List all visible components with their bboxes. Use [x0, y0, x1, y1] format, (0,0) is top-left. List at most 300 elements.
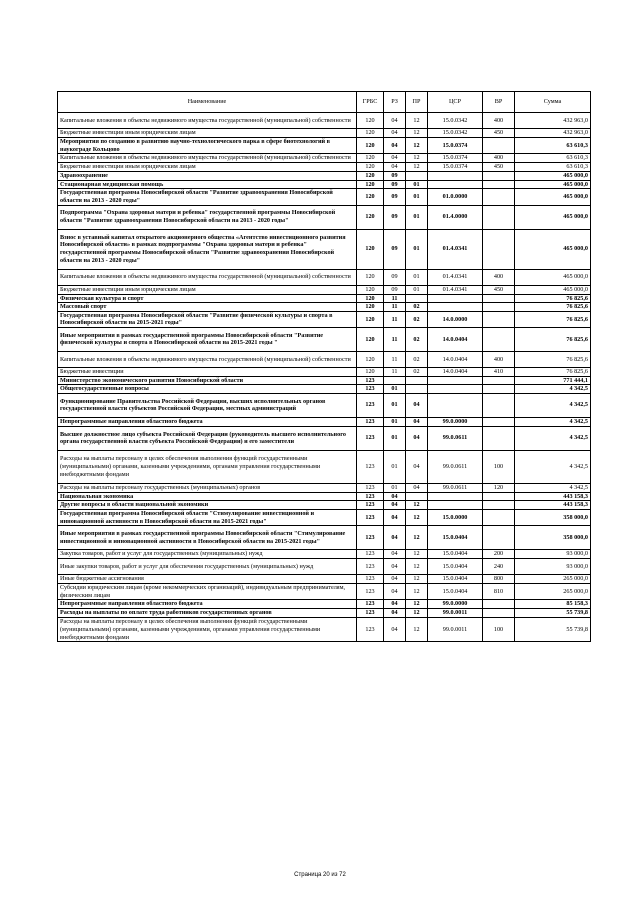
cell-rz: 09	[384, 269, 406, 285]
cell-name: Иные мероприятия в рамках государственной программы Новосибирской области "Развитие физической культуры и спорта в Новосибирской области на 2015-2021 годы "	[58, 327, 357, 351]
cell-pr: 01	[406, 269, 428, 285]
cell-vr: 400	[483, 154, 515, 163]
cell-csr: 99.0.0000	[428, 417, 483, 426]
cell-csr	[428, 303, 483, 312]
cell-csr: 01.0.0000	[428, 189, 483, 205]
cell-sum: 76 825,6	[515, 351, 591, 367]
cell-name: Здравоохранение	[58, 172, 357, 181]
cell-name: Капитальные вложения в объекты недвижимого имущества государственной (муниципальной) собственности	[58, 154, 357, 163]
cell-sum: 76 825,6	[515, 294, 591, 303]
cell-grbs: 120	[357, 154, 384, 163]
table-row	[58, 483, 591, 492]
cell-csr: 15.0.0404	[428, 550, 483, 559]
cell-rz: 04	[384, 501, 406, 510]
cell-grbs: 123	[357, 492, 384, 501]
table-row	[58, 351, 591, 367]
cell-sum: 432 963,0	[515, 129, 591, 138]
cell-name: Иные закупки товаров, работ и услуг для обеспечения государственных (муниципальных) нужд	[58, 559, 357, 575]
cell-grbs: 120	[357, 163, 384, 172]
cell-pr: 12	[406, 618, 428, 642]
cell-grbs: 123	[357, 393, 384, 417]
cell-csr: 99.0.0611	[428, 450, 483, 483]
cell-rz: 01	[384, 483, 406, 492]
cell-sum: 76 825,6	[515, 367, 591, 376]
cell-pr: 12	[406, 584, 428, 600]
cell-grbs: 120	[357, 351, 384, 367]
cell-rz: 04	[384, 163, 406, 172]
cell-rz: 04	[384, 129, 406, 138]
cell-sum: 76 825,6	[515, 311, 591, 327]
cell-csr	[428, 172, 483, 181]
header-rz: РЗ	[384, 92, 406, 113]
cell-pr: 02	[406, 311, 428, 327]
cell-pr: 01	[406, 205, 428, 229]
cell-vr	[483, 509, 515, 525]
cell-rz: 04	[384, 609, 406, 618]
cell-pr: 04	[406, 483, 428, 492]
cell-csr: 99.0.0000	[428, 600, 483, 609]
cell-grbs: 120	[357, 269, 384, 285]
cell-rz: 09	[384, 189, 406, 205]
cell-grbs: 123	[357, 559, 384, 575]
cell-csr: 01.4.0341	[428, 269, 483, 285]
cell-grbs: 120	[357, 180, 384, 189]
header-sum: Сумма	[515, 92, 591, 113]
cell-pr: 01	[406, 189, 428, 205]
cell-pr: 02	[406, 303, 428, 312]
cell-name: Государственная программа Новосибирской области "Развитие здравоохранения Новосибирской области на 2013 - 2020 годы"	[58, 189, 357, 205]
cell-grbs: 120	[357, 113, 384, 129]
cell-vr: 400	[483, 113, 515, 129]
cell-pr: 12	[406, 609, 428, 618]
cell-grbs: 120	[357, 129, 384, 138]
cell-rz: 04	[384, 113, 406, 129]
cell-csr: 14.0.0000	[428, 311, 483, 327]
table-row	[58, 584, 591, 600]
cell-csr: 15.0.0404	[428, 575, 483, 584]
cell-pr: 04	[406, 426, 428, 450]
cell-sum: 465 000,0	[515, 285, 591, 294]
cell-rz: 04	[384, 138, 406, 154]
cell-sum: 432 963,0	[515, 113, 591, 129]
table-row	[58, 417, 591, 426]
table-row	[58, 163, 591, 172]
cell-csr: 15.0.0342	[428, 113, 483, 129]
cell-grbs: 120	[357, 229, 384, 269]
cell-csr: 15.0.0404	[428, 526, 483, 550]
cell-rz: 11	[384, 311, 406, 327]
cell-sum: 4 342,5	[515, 393, 591, 417]
cell-grbs: 123	[357, 550, 384, 559]
cell-name: Массовый спорт	[58, 303, 357, 312]
cell-vr: 410	[483, 367, 515, 376]
cell-sum: 443 158,3	[515, 501, 591, 510]
cell-grbs: 123	[357, 501, 384, 510]
cell-name: Капитальные вложения в объекты недвижимого имущества государственной (муниципальной) собственности	[58, 113, 357, 129]
cell-csr	[428, 376, 483, 385]
cell-name: Расходы на выплаты персоналу в целях обеспечения выполнения функций государственными (муниципальными) органами, казенными учреждениями, органами управления государственными внебюджетными фондами	[58, 618, 357, 642]
cell-sum: 358 000,0	[515, 509, 591, 525]
cell-csr: 99.0.0611	[428, 426, 483, 450]
cell-grbs: 123	[357, 385, 384, 394]
table-row	[58, 138, 591, 154]
cell-pr	[406, 385, 428, 394]
cell-grbs: 120	[357, 303, 384, 312]
cell-pr: 01	[406, 180, 428, 189]
cell-pr: 12	[406, 600, 428, 609]
cell-grbs: 123	[357, 600, 384, 609]
cell-vr	[483, 426, 515, 450]
cell-name: Непрограммные направления областного бюджета	[58, 600, 357, 609]
cell-name: Министерство экономического развития Новосибирской области	[58, 376, 357, 385]
table-row	[58, 189, 591, 205]
cell-pr: 12	[406, 138, 428, 154]
cell-vr	[483, 385, 515, 394]
cell-grbs: 123	[357, 483, 384, 492]
cell-name: Другие вопросы в области национальной экономики	[58, 501, 357, 510]
cell-grbs: 123	[357, 575, 384, 584]
table-row	[58, 575, 591, 584]
cell-vr	[483, 229, 515, 269]
cell-rz: 11	[384, 367, 406, 376]
header-vr: ВР	[483, 92, 515, 113]
cell-name: Расходы на выплаты персоналу в целях обеспечения выполнения функций государственными (муниципальными) органами, казенными учреждениями, органами управления государственными внебюджетными фондами	[58, 450, 357, 483]
cell-grbs: 120	[357, 294, 384, 303]
cell-sum: 4 342,5	[515, 417, 591, 426]
cell-pr: 12	[406, 163, 428, 172]
cell-rz: 04	[384, 559, 406, 575]
cell-pr: 04	[406, 417, 428, 426]
cell-name: Физическая культура и спорт	[58, 294, 357, 303]
cell-name: Высшее должностное лицо субъекта Российской Федерации (руководитель высшего исполнительного органа государственной власти субъекта Российской Федерации) и его заместители	[58, 426, 357, 450]
cell-name: Капитальные вложения в объекты недвижимого имущества государственной (муниципальной) собственности	[58, 269, 357, 285]
cell-csr: 15.0.0374	[428, 163, 483, 172]
cell-csr: 14.0.0404	[428, 367, 483, 376]
cell-vr	[483, 327, 515, 351]
cell-csr: 14.0.0404	[428, 351, 483, 367]
cell-csr: 01.4.0341	[428, 285, 483, 294]
cell-csr	[428, 294, 483, 303]
cell-pr: 12	[406, 154, 428, 163]
cell-vr	[483, 600, 515, 609]
cell-pr: 02	[406, 367, 428, 376]
cell-csr: 01.4.0000	[428, 205, 483, 229]
cell-grbs: 123	[357, 450, 384, 483]
table-row	[58, 618, 591, 642]
cell-sum: 63 610,3	[515, 154, 591, 163]
cell-grbs: 123	[357, 526, 384, 550]
cell-name: Бюджетные инвестиции иным юридическим лицам	[58, 285, 357, 294]
cell-vr	[483, 303, 515, 312]
table-row	[58, 180, 591, 189]
cell-vr: 200	[483, 550, 515, 559]
cell-vr: 400	[483, 351, 515, 367]
cell-csr: 99.0.0011	[428, 609, 483, 618]
cell-vr	[483, 492, 515, 501]
cell-vr: 120	[483, 483, 515, 492]
cell-vr	[483, 376, 515, 385]
cell-pr: 01	[406, 229, 428, 269]
cell-sum: 55 739,8	[515, 609, 591, 618]
cell-pr: 12	[406, 501, 428, 510]
cell-rz: 04	[384, 584, 406, 600]
cell-vr	[483, 138, 515, 154]
cell-pr: 12	[406, 550, 428, 559]
table-row	[58, 492, 591, 501]
cell-sum: 465 000,0	[515, 269, 591, 285]
cell-grbs: 120	[357, 138, 384, 154]
cell-sum: 93 000,0	[515, 559, 591, 575]
cell-csr: 99.0.0611	[428, 483, 483, 492]
cell-rz: 09	[384, 229, 406, 269]
table-row	[58, 393, 591, 417]
cell-name: Государственная программа Новосибирской области "Развитие физической культуры и спорта в Новосибирской области на 2015-2021 годы"	[58, 311, 357, 327]
page-number: Страница 20 из 72	[294, 872, 346, 878]
cell-csr: 15.0.0404	[428, 559, 483, 575]
cell-rz: 04	[384, 550, 406, 559]
cell-pr: 01	[406, 285, 428, 294]
cell-sum: 465 000,0	[515, 205, 591, 229]
cell-csr	[428, 393, 483, 417]
cell-rz: 11	[384, 327, 406, 351]
cell-sum: 465 000,0	[515, 172, 591, 181]
cell-name: Расходы на выплаты по оплате труда работников государственных органов	[58, 609, 357, 618]
cell-vr	[483, 311, 515, 327]
cell-grbs: 120	[357, 367, 384, 376]
cell-pr: 02	[406, 327, 428, 351]
header-name: Наименование	[58, 92, 357, 113]
cell-sum: 465 000,0	[515, 189, 591, 205]
cell-vr	[483, 172, 515, 181]
table-row	[58, 376, 591, 385]
cell-rz: 04	[384, 492, 406, 501]
cell-name: Мероприятия по созданию в развитию научно-технологического парка в сфере биотехнологий в наукограде Кольцово	[58, 138, 357, 154]
cell-sum: 4 342,5	[515, 426, 591, 450]
cell-rz: 01	[384, 426, 406, 450]
cell-rz: 04	[384, 154, 406, 163]
cell-vr: 400	[483, 269, 515, 285]
cell-vr	[483, 294, 515, 303]
cell-sum: 4 342,5	[515, 385, 591, 394]
cell-vr	[483, 189, 515, 205]
table-row	[58, 526, 591, 550]
cell-csr	[428, 385, 483, 394]
table-row	[58, 113, 591, 129]
cell-csr: 15.0.0342	[428, 129, 483, 138]
table-row	[58, 154, 591, 163]
cell-csr	[428, 501, 483, 510]
cell-sum: 76 825,6	[515, 327, 591, 351]
cell-name: Общегосударственные вопросы	[58, 385, 357, 394]
header-pr: ПР	[406, 92, 428, 113]
cell-name: Закупка товаров, работ и услуг для государственных (муниципальных) нужд	[58, 550, 357, 559]
cell-sum: 55 739,8	[515, 618, 591, 642]
table-row	[58, 367, 591, 376]
cell-sum: 63 610,3	[515, 138, 591, 154]
cell-sum: 465 000,0	[515, 229, 591, 269]
table-row	[58, 172, 591, 181]
cell-csr	[428, 492, 483, 501]
cell-name: Иные бюджетные ассигнования	[58, 575, 357, 584]
cell-vr	[483, 180, 515, 189]
cell-name: Бюджетные инвестиции иным юридическим лицам	[58, 163, 357, 172]
header-csr: ЦСР	[428, 92, 483, 113]
cell-rz: 04	[384, 526, 406, 550]
cell-vr	[483, 609, 515, 618]
cell-rz: 11	[384, 294, 406, 303]
cell-vr	[483, 501, 515, 510]
cell-name: Расходы на выплаты персоналу государственных (муниципальных) органов	[58, 483, 357, 492]
cell-pr	[406, 492, 428, 501]
cell-vr	[483, 417, 515, 426]
table-row	[58, 550, 591, 559]
table-row	[58, 229, 591, 269]
table-row	[58, 327, 591, 351]
budget-table	[57, 91, 591, 642]
cell-grbs: 123	[357, 509, 384, 525]
cell-pr: 12	[406, 575, 428, 584]
cell-vr	[483, 205, 515, 229]
table-header-row	[58, 92, 591, 113]
cell-name: Функционирование Правительства Российской Федерации, высших исполнительных органов государственной власти субъектов Российской Федерации, местных администраций	[58, 393, 357, 417]
cell-name: Субсидии юридическим лицам (кроме некоммерческих организаций), индивидуальным предпринимателям, физическим лицам	[58, 584, 357, 600]
cell-grbs: 120	[357, 311, 384, 327]
cell-vr: 810	[483, 584, 515, 600]
cell-sum: 265 000,0	[515, 584, 591, 600]
cell-rz: 09	[384, 172, 406, 181]
cell-grbs: 123	[357, 618, 384, 642]
cell-rz: 01	[384, 417, 406, 426]
cell-csr: 15.0.0374	[428, 154, 483, 163]
cell-rz: 04	[384, 509, 406, 525]
cell-name: Национальная экономика	[58, 492, 357, 501]
table-row	[58, 311, 591, 327]
cell-csr: 01.4.0341	[428, 229, 483, 269]
cell-rz: 09	[384, 205, 406, 229]
table-row	[58, 205, 591, 229]
cell-sum: 76 825,6	[515, 303, 591, 312]
cell-pr: 12	[406, 113, 428, 129]
cell-pr: 12	[406, 559, 428, 575]
cell-sum: 443 158,3	[515, 492, 591, 501]
cell-rz: 09	[384, 180, 406, 189]
cell-grbs: 120	[357, 189, 384, 205]
cell-vr: 800	[483, 575, 515, 584]
cell-rz: 01	[384, 393, 406, 417]
cell-sum: 63 610,3	[515, 163, 591, 172]
cell-rz: 11	[384, 351, 406, 367]
cell-name: Бюджетные инвестиции иным юридическим лицам	[58, 129, 357, 138]
table-body	[58, 113, 591, 642]
cell-pr	[406, 172, 428, 181]
table-row	[58, 509, 591, 525]
cell-name: Государственная программа Новосибирской области "Стимулирование инвестиционной и инновационной активности в Новосибирской области на 2015-2021 годы"	[58, 509, 357, 525]
cell-name: Бюджетные инвестиции	[58, 367, 357, 376]
cell-grbs: 123	[357, 609, 384, 618]
cell-vr: 100	[483, 450, 515, 483]
cell-sum: 465 000,0	[515, 180, 591, 189]
cell-grbs: 123	[357, 376, 384, 385]
table-row	[58, 285, 591, 294]
cell-pr: 12	[406, 509, 428, 525]
cell-csr: 99.0.0011	[428, 618, 483, 642]
header-grbs: ГРБС	[357, 92, 384, 113]
cell-sum: 85 158,3	[515, 600, 591, 609]
cell-vr: 100	[483, 618, 515, 642]
cell-sum: 771 444,1	[515, 376, 591, 385]
cell-vr	[483, 526, 515, 550]
cell-grbs: 123	[357, 417, 384, 426]
cell-pr: 12	[406, 129, 428, 138]
cell-vr: 450	[483, 129, 515, 138]
cell-grbs: 120	[357, 327, 384, 351]
cell-name: Капитальные вложения в объекты недвижимого имущества государственной (муниципальной) собственности	[58, 351, 357, 367]
cell-csr: 15.0.0000	[428, 509, 483, 525]
cell-rz: 11	[384, 303, 406, 312]
cell-pr: 12	[406, 526, 428, 550]
budget-table-container	[57, 91, 590, 642]
cell-pr: 02	[406, 351, 428, 367]
cell-rz: 04	[384, 575, 406, 584]
cell-name: Стационарная медицинская помощь	[58, 180, 357, 189]
table-row	[58, 559, 591, 575]
cell-name: Иные мероприятия в рамках государственной программы Новосибирской области "Стимулирование инвестиционной и инновационной активности в Новосибирской области на 2015-2021 годы"	[58, 526, 357, 550]
table-row	[58, 269, 591, 285]
cell-rz	[384, 376, 406, 385]
table-row	[58, 450, 591, 483]
table-row	[58, 501, 591, 510]
cell-rz: 09	[384, 285, 406, 294]
cell-sum: 93 000,0	[515, 550, 591, 559]
cell-name: Подпрограмма "Охрана здоровья матери и ребенка" государственной программы Новосибирской области "Развитие здравоохранения Новосибирской области на 2013 - 2020 годы"	[58, 205, 357, 229]
cell-sum: 265 000,0	[515, 575, 591, 584]
cell-sum: 4 342,5	[515, 483, 591, 492]
cell-rz: 01	[384, 385, 406, 394]
cell-csr: 15.0.0404	[428, 584, 483, 600]
cell-csr: 15.0.0374	[428, 138, 483, 154]
cell-vr: 450	[483, 163, 515, 172]
table-row	[58, 385, 591, 394]
table-row	[58, 129, 591, 138]
cell-sum: 4 342,5	[515, 450, 591, 483]
table-row	[58, 294, 591, 303]
cell-sum: 358 000,0	[515, 526, 591, 550]
table-row	[58, 609, 591, 618]
cell-rz: 04	[384, 600, 406, 609]
cell-rz: 01	[384, 450, 406, 483]
cell-grbs: 120	[357, 172, 384, 181]
cell-grbs: 123	[357, 426, 384, 450]
table-row	[58, 426, 591, 450]
cell-pr: 04	[406, 393, 428, 417]
cell-csr	[428, 180, 483, 189]
cell-pr	[406, 294, 428, 303]
cell-csr: 14.0.0404	[428, 327, 483, 351]
cell-grbs: 123	[357, 584, 384, 600]
cell-name: Непрограммные направления областного бюджета	[58, 417, 357, 426]
cell-vr	[483, 393, 515, 417]
cell-vr: 240	[483, 559, 515, 575]
cell-pr: 04	[406, 450, 428, 483]
cell-grbs: 120	[357, 205, 384, 229]
cell-grbs: 120	[357, 285, 384, 294]
table-row	[58, 600, 591, 609]
cell-pr	[406, 376, 428, 385]
table-row	[58, 303, 591, 312]
cell-vr: 450	[483, 285, 515, 294]
cell-name: Взнос в уставный капитал открытого акционерного общества «Агентство инвестиционного развития Новосибирской области» в рамках подпрограммы "Охрана здоровья матери и ребенка" государственной программы Новосибирской области "Развитие здравоохранения Новосибирской области на 2013 - 2020 годы"	[58, 229, 357, 269]
cell-rz: 04	[384, 618, 406, 642]
